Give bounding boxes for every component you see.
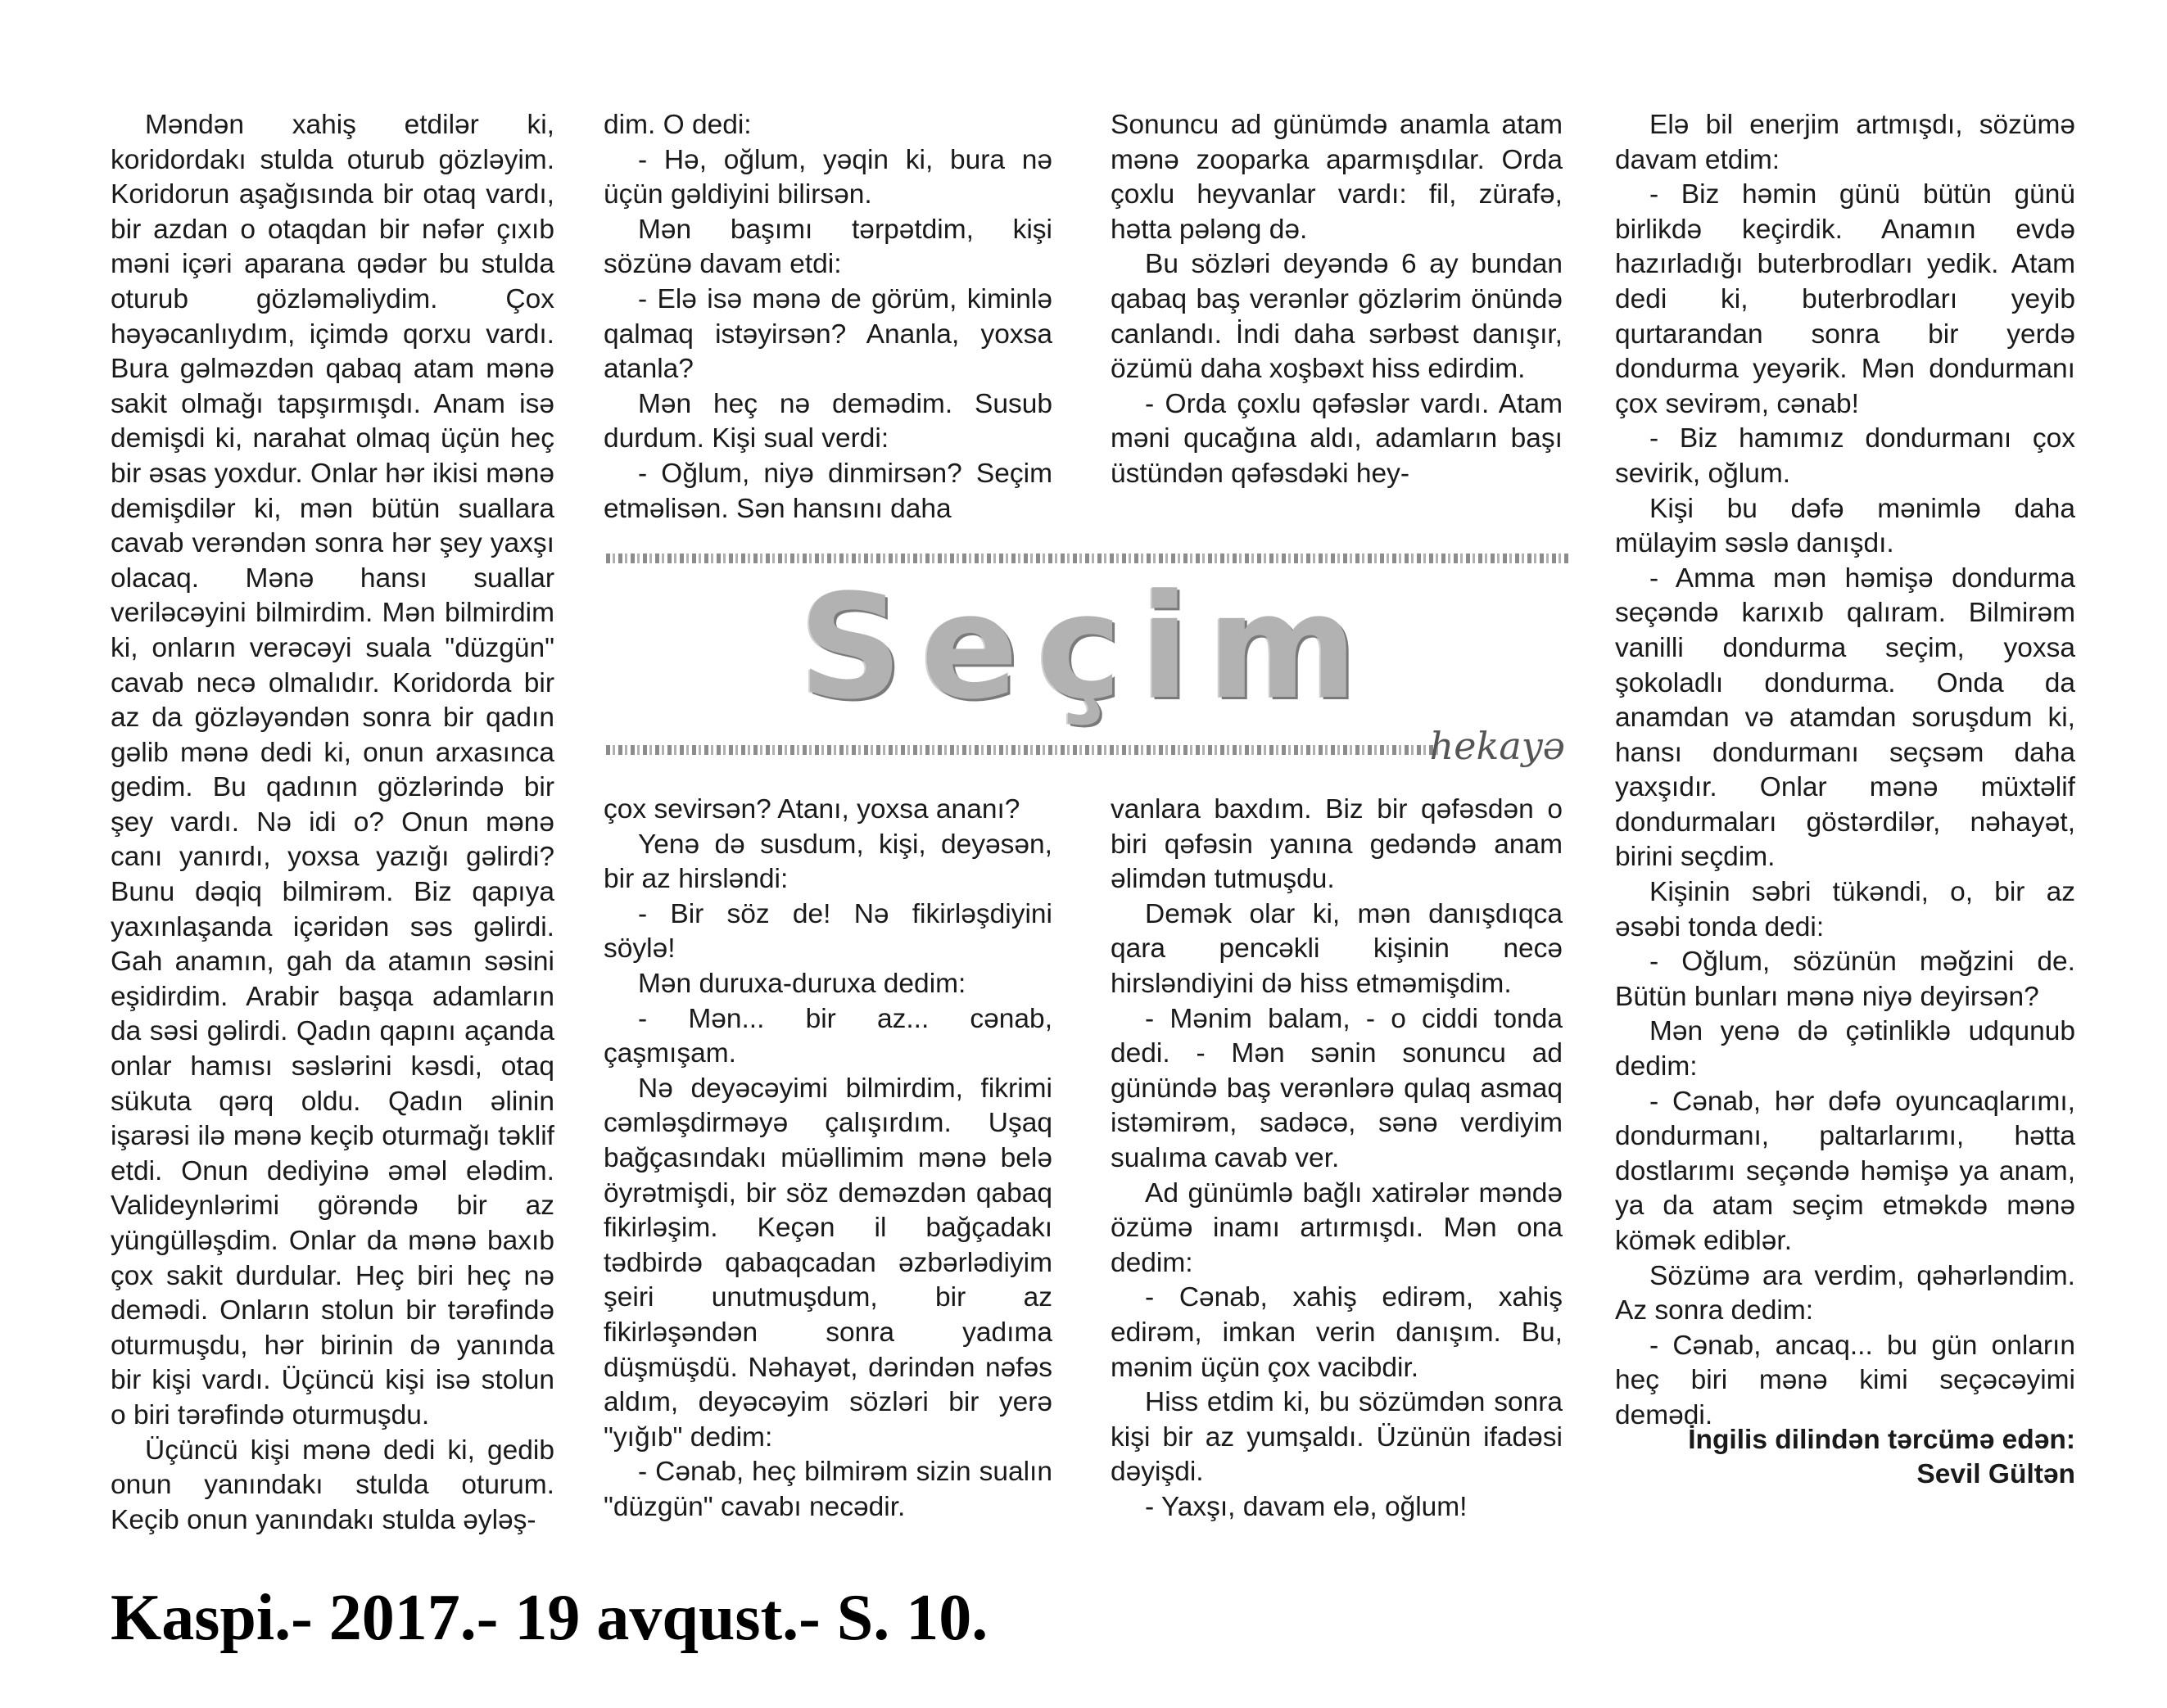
article-title: Seçim (798, 563, 1376, 731)
paragraph: - Yaxşı, davam elə, oğlum! (1145, 1491, 1468, 1522)
paragraph: - Hə, oğlum, yəqin ki, bura nə üçün gəldiyini bilirsən. (604, 144, 1052, 210)
paragraph: - Bir söz de! Nə fikirləşdiyini söylə! (604, 898, 1052, 965)
paragraph: - Oğlum, sözünün məğzini de. Bütün bunları mənə niyə deyirsən? (1615, 947, 2075, 1012)
translator-name: Sevil Gültən (1916, 1459, 2075, 1489)
paragraph: Mən yenə də çətinliklə udqunub dedim: (1615, 1016, 2075, 1082)
paragraph: - Biz həmin günü bütün günü birlikdə keçirdik. Anamın evdə hazırladığı buterbrodları yedik. Atam dedi ki, buterbrodları yeyib qurtarandan sonra bir yerdə dondurma yeyərik. Mən dondurmanı çox sevirəm, cənab! (1615, 179, 2075, 419)
paragraph: Kişinin səbri tükəndi, o, bir az əsəbi tonda dedi: (1615, 877, 2075, 942)
paragraph: - Orda çoxlu qəfəslər vardı. Atam məni qucağına aldı, adamların başı üstündən qəfəsdəki hey- (1111, 388, 1563, 489)
paragraph: - Cənab, xahiş edirəm, xahiş edirəm, imkan verin danışım. Bu, mənim üçün çox vacibdir. (1111, 1282, 1563, 1383)
paragraph: Mən başımı tərpətdim, kişi sözünə davam etdi: (604, 214, 1052, 280)
paragraph: - Oğlum, niyə dinmirsən? Seçim etməlisən. Sən hansını daha (604, 458, 1052, 524)
paragraph: Mən duruxa-duruxa dedim: (638, 968, 966, 999)
paragraph: - Cənab, heç bilmirəm sizin sualın "düzgün" cavabı necədir. (604, 1457, 1052, 1522)
article-column-1 (111, 108, 554, 1538)
paragraph: Sonuncu ad günümdə anamla atam mənə zooparka aparmışdılar. Orda çoxlu heyvanlar vardı: fil, zürafə, hətta pələng də. (1111, 110, 1563, 245)
paragraph: - Mən... bir az... cənab, çaşmışam. (604, 1003, 1052, 1069)
paragraph: çox sevirsən? Atanı, yoxsa ananı? (604, 794, 1020, 825)
paragraph: Yenə də susdum, kişi, deyəsən, bir az hirsləndi: (604, 829, 1052, 895)
article-column-3-bottom (1111, 793, 1563, 1525)
paragraph: Demək olar ki, mən danışdıqca qara pencəkli kişinin necə hirsləndiyini də hiss etməmişdim. (1111, 898, 1563, 999)
article-title-block (606, 547, 1568, 768)
paragraph: Kişi bu dəfə mənimlə daha mülayim səslə danışdı. (1615, 493, 2075, 559)
paragraph: - Cənab, ancaq... bu gün onların heç biri mənə kimi seçəcəyimi demədi. (1615, 1330, 2075, 1430)
paragraph: Elə bil enerjim artmışdı, sözümə davam etdim: (1615, 110, 2075, 175)
paragraph: Məndən xahiş etdilər ki, koridordakı stulda oturub gözləyim. Koridorun aşağısında bir otaq vardı, bir azdan o otaqdan bir nəfər çıxıb məni içəri aparana qədər bu stulda oturub gözləməliydim. Çox həyəcanlıydım, içimdə qorxu vardı. Bura gəlməzdən qabaq atam mənə sakit olmağı tapşırmışdı. Anam isə demişdi ki, narahat olmaq üçün heç bir əsas yoxdur. Onlar hər ikisi mənə demişdilər ki, mən bütün suallara cavab verəndən sonra hər şey yaxşı olacaq. Mənə hansı suallar veriləcəyini bilmirdim. Mən bilmirdim ki, onların verəcəyi suala "düzgün" cavab necə olmalıdır. Koridorda bir az da gözləyəndən sonra bir qadın gəlib mənə dedi ki, onun arxasınca gedim. Bu qadının gözlərində bir şey vardı. Nə idi o? Onun mənə canı yanırdı, yoxsa yazığı gəlirdi? Bunu dəqiq bilmirəm. Biz qapıya yaxınlaşanda içəridən səs gəlirdi. Gah anamın, gah da atamın səsini eşidirdim. Arabir başqa adamların da səsi gəlirdi. Qadın qapını açanda onlar hamısı səslərini kəsdi, otaq sükuta qərq oldu. Qadın əlinin işarəsi ilə mənə keçib oturmağı təklif etdi. Onun dediyinə əməl elədim. Valideynlərimi görəndə bir az yüngülləşdim. Onlar da mənə baxıb çox sakit durdular. Heç biri heç nə demədi. Onların stolun bir tərəfində oturmuşdu, hər birinin də yanında bir kişi vardı. Üçüncü kişi isə stolun o biri tərəfində oturmuşdu. (111, 110, 554, 1430)
paragraph: dim. O dedi: (604, 110, 752, 140)
paragraph: Hiss etdim ki, bu sözümdən sonra kişi bir az yumşaldı. Üzünün ifadəsi dəyişdi. (1111, 1387, 1563, 1488)
paragraph: Mən heç nə demədim. Susub durdum. Kişi sual verdi: (604, 388, 1052, 454)
paragraph: Üçüncü kişi mənə dedi ki, gedib onun yanındakı stulda oturum. Keçib onun yanındakı stulda əyləş- (111, 1435, 554, 1535)
translator-credit (1615, 1423, 2075, 1492)
paragraph: Nə deyəcəyimi bilmirdim, fikrimi cəmləşdirməyə çalışırdım. Uşaq bağçasındakı müəllimim mənə belə öyrətmişdi, bir söz deməzdən qabaq fikirləşim. Keçən il bağçadakı tədbirdə qabaqcadan əzbərlədiyim şeiri unutmuşdum, bir az fikirləşəndən sonra yadıma düşmüşdü. Nəhayət, dərindən nəfəs aldım, deyəcəyim sözləri bir yerə "yığıb" dedim: (604, 1073, 1052, 1453)
paragraph: - Amma mən həmişə dondurma seçəndə karıxıb qalıram. Bilmirəm vanilli dondurma seçim, yoxsa şokoladlı dondurma. Onda da anamdan və atamdan soruşdum ki, hansı dondurmanı seçsəm daha yaxşıdır. Onlar mənə müxtəlif dondurmaları göstərdilər, nəhayət, birini seçdim. (1615, 563, 2075, 873)
source-citation: Kaspi.- 2017.- 19 avqust.- S. 10. (111, 1582, 988, 1654)
paragraph: - Biz hamımız dondurmanı çox sevirik, oğlum. (1615, 423, 2075, 489)
paragraph: vanlara baxdım. Biz bir qəfəsdən o biri qəfəsin yanına gedəndə anam əlimdən tutmuşdu. (1111, 794, 1563, 895)
paragraph: Bu sözləri deyəndə 6 ay bundan qabaq baş verənlər gözlərim önündə canlandı. İndi daha sərbəst danışır, özümü daha xoşbəxt hiss edirdim. (1111, 249, 1563, 385)
article-column-2-top (604, 108, 1052, 526)
paragraph: Ad günümlə bağlı xatirələr məndə özümə inamı artırmışdı. Mən ona dedim: (1111, 1177, 1563, 1278)
article-column-2-bottom (604, 793, 1052, 1525)
translator-label: İngilis dilindən tərcümə edən: (1688, 1425, 2075, 1455)
article-column-3-top (1111, 108, 1563, 492)
paragraph: Sözümə ara verdim, qəhərləndim. Az sonra dedim: (1615, 1260, 2075, 1326)
paragraph: - Cənab, hər dəfə oyuncaqlarımı, dondurmanı, paltarlarımı, hətta dostlarımı seçəndə həmişə ya anam, ya da atam seçim etməkdə mənə kömək ediblər. (1615, 1086, 2075, 1256)
paragraph: - Mənim balam, - o ciddi tonda dedi. - Mən sənin sonuncu ad günündə baş verənlərə qulaq asmaq istəmirəm, sadəcə, sənə verdiyim sualıma cavab ver. (1111, 1003, 1563, 1173)
article-column-4 (1615, 108, 2075, 1434)
article-genre: hekayə (1429, 724, 1565, 768)
title-rule-bottom (606, 745, 1441, 755)
paragraph: - Elə isə mənə de görüm, kiminlə qalmaq istəyirsən? Ananla, yoxsa atanla? (604, 283, 1052, 385)
